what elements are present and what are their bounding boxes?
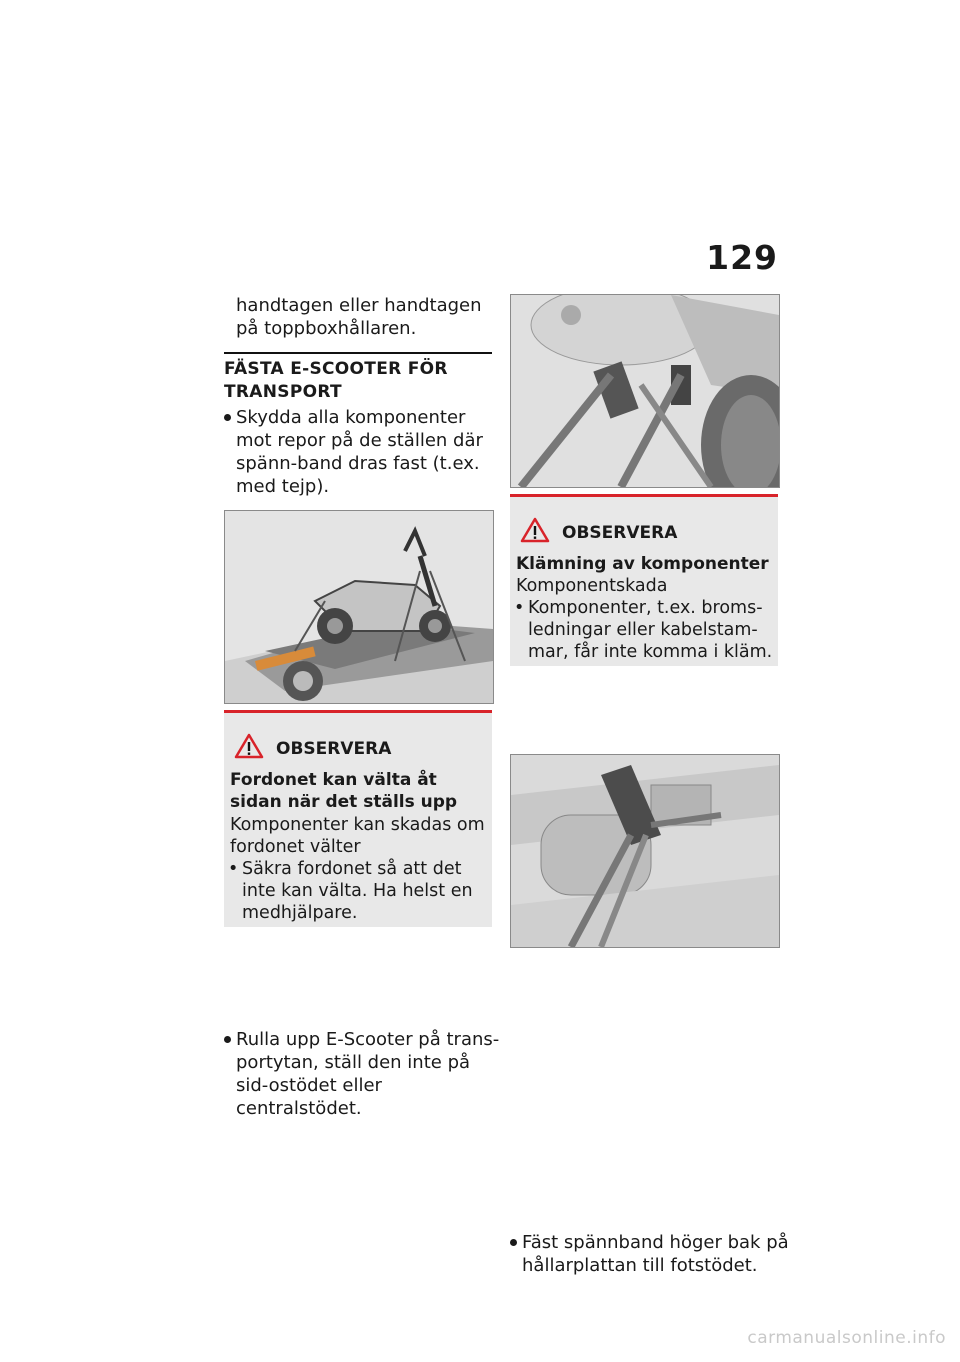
front-strap-photo xyxy=(510,294,780,488)
note-text: Komponentskada xyxy=(516,576,668,596)
step-rear-strap: Fäst spännband höger bak på hållarplattan till fotstödet. xyxy=(508,1231,792,1277)
note-title: Fordonet kan välta åt sidan när det ställs upp xyxy=(230,770,458,812)
section-heading: FÄSTA E-SCOOTER FÖR TRANSPORT xyxy=(224,359,448,402)
note-label: OBSERVERA xyxy=(276,738,392,759)
watermark: carmanualsonline.info xyxy=(747,1328,946,1348)
warning-note-tip-over xyxy=(224,710,492,927)
note-bullet: • Säkra fordonet så att det inte kan välta. Ha helst en medhjälpare. xyxy=(230,858,490,924)
note-bullet: • Komponenter, t.ex. broms-ledningar eller kabelstam-mar, får inte komma i kläm. xyxy=(516,597,778,663)
step-roll-scooter: Rulla upp E-Scooter på trans-portytan, ställ den inte på sid-ostödet eller centralstödet. xyxy=(222,1028,504,1120)
warning-triangle-icon xyxy=(520,517,550,548)
note-label: OBSERVERA xyxy=(562,522,678,543)
note-header xyxy=(234,733,391,764)
intro-text: handtagen eller handtagen på toppboxhållaren. xyxy=(236,295,482,339)
warning-triangle-icon xyxy=(234,733,264,764)
note-title: Klämning av komponenter xyxy=(516,554,769,574)
note-header xyxy=(520,517,677,548)
rear-strap-photo xyxy=(510,754,780,948)
page-number: 129 xyxy=(706,238,778,277)
scooter-on-trailer-photo xyxy=(224,510,494,704)
section-rule xyxy=(224,352,492,354)
note-text: Komponenter kan skadas om fordonet välter xyxy=(230,815,485,857)
step-protect-components: Skydda alla komponenter mot repor på de ställen där spänn-band dras fast (t.ex. med tejp). xyxy=(222,406,504,498)
warning-note-pinching xyxy=(510,494,778,666)
